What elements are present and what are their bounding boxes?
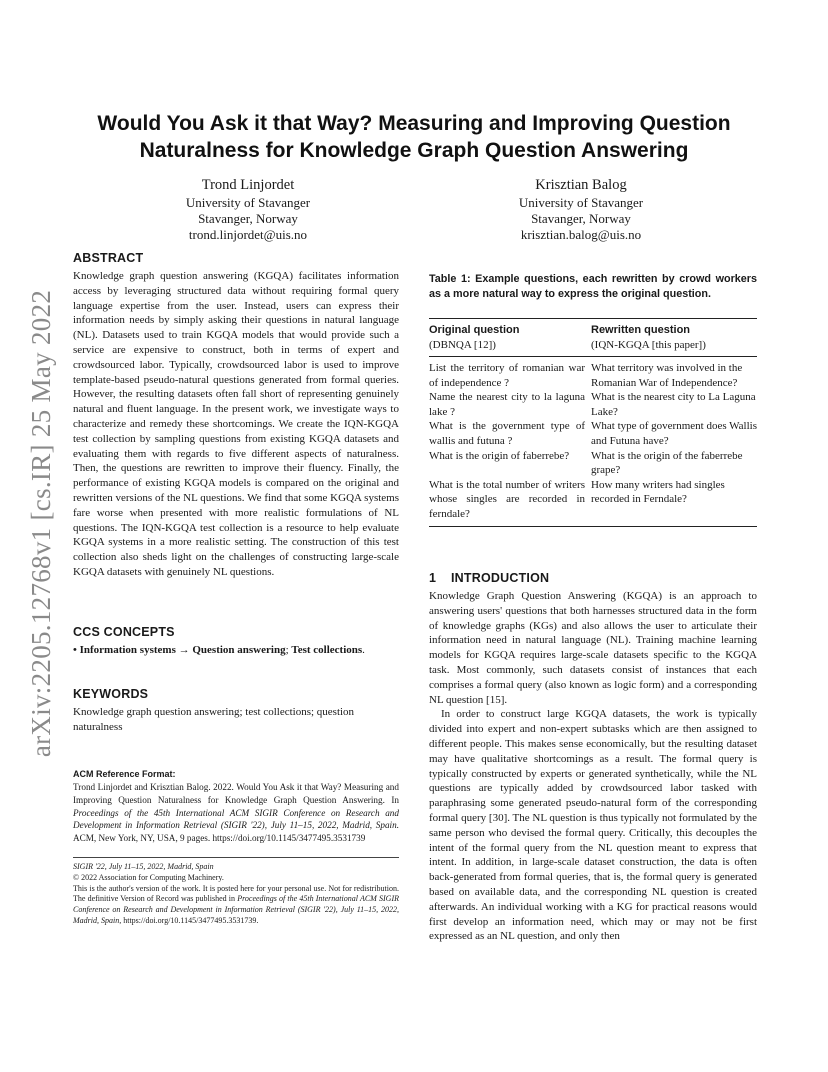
col1-subtitle: (DBNQA [12]) [429,338,496,351]
original-question: List the territory of romanian war of independence ? [429,362,585,389]
keywords-section [73,686,399,735]
footnote-text [73,884,399,927]
acm-ref-pre: Trond Linjordet and Krisztian Balog. 2022. Would You Ask it that Way? Measuring and Improving Question Naturalness for Knowledge Graph Question Answering. In [73,782,399,805]
author-name: Trond Linjordet [201,177,295,193]
ccs-arrow: → [178,644,190,656]
acm-reference-text [73,781,399,845]
author-affiliation: University of Stavanger [185,195,311,210]
example-table [429,318,757,527]
introduction-text [429,589,757,944]
ccs-concept-3: Test collections [291,644,363,656]
col2-title: Rewritten question [591,324,691,336]
table-row [429,478,757,522]
keywords-heading: KEYWORDS [73,687,149,701]
author-email: krisztian.balog@uis.no [520,227,642,242]
section-number: 1 [429,571,437,585]
acm-reference-label: ACM Reference Format: [73,769,176,779]
footnote-post: , https://doi.org/10.1145/3477495.3531739. [119,915,259,925]
footnote-conference: SIGIR '22, July 11–15, 2022, Madrid, Spain [73,862,214,871]
rewritten-question: What is the origin of the faberrebe grape? [591,449,743,477]
table-row [429,390,757,419]
rewritten-question: What type of government does Wallis and Futuna have? [591,420,758,447]
ccs-end: . [362,644,365,656]
table-row [429,419,757,448]
keywords-text: Knowledge graph question answering; test collections; question naturalness [73,706,355,733]
acm-ref-post: ACM, New York, NY, USA, 9 pages. https://doi.org/10.1145/3477495.3531739 [73,833,366,844]
ccs-heading: CCS CONCEPTS [73,625,175,639]
table-header-col2 [591,323,757,352]
table-caption: Table 1: Example questions, each rewritten by crowd workers as a more natural way to express the original question. [429,273,757,300]
col1-title: Original question [429,324,520,336]
section-title: INTRODUCTION [451,571,550,585]
author-email: trond.linjordet@uis.no [188,227,308,242]
arxiv-stamp: arXiv:2205.12768v1 [cs.IR] 25 May 2022 [26,289,57,757]
footnote [73,862,399,927]
paper-title: Would You Ask it that Way? Measuring and Improving Question Naturalness for Knowledge Graph Question Answering [97,112,731,162]
table-body [429,357,757,526]
ccs-bullet: • [73,644,77,656]
acm-reference [73,768,399,845]
ccs-text [73,643,399,658]
author-location: Stavanger, Norway [531,211,631,226]
author-affiliation: University of Stavanger [518,195,644,210]
footnote-divider [73,857,399,858]
ccs-section [73,624,399,658]
author-block [128,176,368,243]
rewritten-question: What is the nearest city to La Laguna Lake? [591,391,756,418]
author-block [461,176,701,243]
ccs-separator: ; [285,644,292,656]
rewritten-question: How many writers had singles recorded in Ferndale? [591,478,725,506]
table-header [429,319,757,357]
footnote-venue: Proceedings of the 45th International ACM SIGIR Conference on Research and Development in Information Retrieval (SIGIR '22), July 11–15, 2022, Madrid, Spain [73,894,399,925]
table-row [429,449,757,478]
original-question: What is the government type of wallis and futuna ? [429,420,585,447]
original-question: What is the total number of writers whose singles are recorded in ferndale? [429,478,585,520]
abstract-section [73,250,399,580]
ccs-concept-2: Question answering [192,644,286,656]
table-header-col1 [429,323,591,352]
author-name: Krisztian Balog [535,177,627,193]
introduction-heading [429,570,757,586]
footnote-copyright: © 2022 Association for Computing Machinery. [73,872,224,882]
abstract-heading: ABSTRACT [73,251,144,265]
col2-subtitle: (IQN-KGQA [this paper]) [591,338,706,351]
footnote-pre: This is the author's version of the work. It is posted here for your personal use. Not for redistribution. The definitive Version of Record was published in [73,883,399,904]
ccs-concept-1: Information systems [79,644,176,656]
rewritten-question: What territory was involved in the Romanian War of Independence? [591,362,743,389]
original-question: What is the origin of faberrebe? [429,449,570,462]
acm-ref-venue: Proceedings of the 45th International ACM SIGIR Conference on Research and Development in Information Retrieval (SIGIR '22), July 11–15, 2022, Madrid, Spain. [73,807,399,831]
author-location: Stavanger, Norway [198,211,298,226]
intro-paragraph-1: Knowledge Graph Question Answering (KGQA) is an approach to answering users' questions that both harnesses structured data in the form of knowledge graphs (KGs) and also allows the user to articulate their information need in natural language (NL). Training machine learning models for KGQA requires large-scale datasets specific to the KGQA task. Most commonly, such datasets consist of instances that each comprises a formal query (also known as logic form) and a corresponding NL question [15]. [429,590,757,706]
abstract-text: Knowledge graph question answering (KGQA) facilitates information access by leveraging structured data without requiring formal query language expertise from the user. Instead, users can express their information needs by simply asking their questions in natural language (NL). Datasets used to train KGQA models that would provide such a service are expensive to construct, both in terms of expert and crowdsourced labor. Typically, crowdsourced labor is used to improve template-based pseudo-natural questions generated from formal queries. However, the resulting datasets often fall short of representing genuinely natural and fluent language. In the present work, we investigate ways to characterize and remedy these shortcomings. We create the IQN-KGQA test collection by sampling questions from existing KGQA datasets and evaluating them with regards to five different aspects of naturalness. Then, the questions are rewritten to improve their fluency. Finally, the performance of existing KGQA models is compared on the original and rewritten versions of the NL questions. We find that some KGQA systems fare worse when presented with more realistic formulations of NL questions. The IQN-KGQA test collection is a resource to help evaluate KGQA systems in a more realistic setting. The construction of this test collection also sheds light on the challenges of constructing large-scale KGQA datasets with genuinely NL questions. [73,270,399,578]
original-question: Name the nearest city to la laguna lake ? [429,391,585,418]
intro-paragraph-2: In order to construct large KGQA datasets, the work is typically divided into expert and non-expert subtasks which are then assigned to different people. This makes sense economically, but the resulting dataset may have qualitative shortcomings as a result. The formal query is typically constructed by experts or generated synthetically, while the NL questions are typically added by crowdsourced labor tasked with paraphrasing some generated pseudo-natural form of the corresponding formal query [30]. The NL question is thus typically not formulated by the same person who devised the formal query. Critically, this decouples the intent of the formal query from the NL question meant to express that intent. In addition, in large-scale dataset construction, the data is often back-generated from formal queries, that is, the formal query is generated based on available data, and the corresponding NL question is created afterwards. An individual working with a KG for practical reasons would first develop an information need, which may or may not be first expressed as an NL question, and only then [429,708,757,943]
table-row [429,361,757,390]
